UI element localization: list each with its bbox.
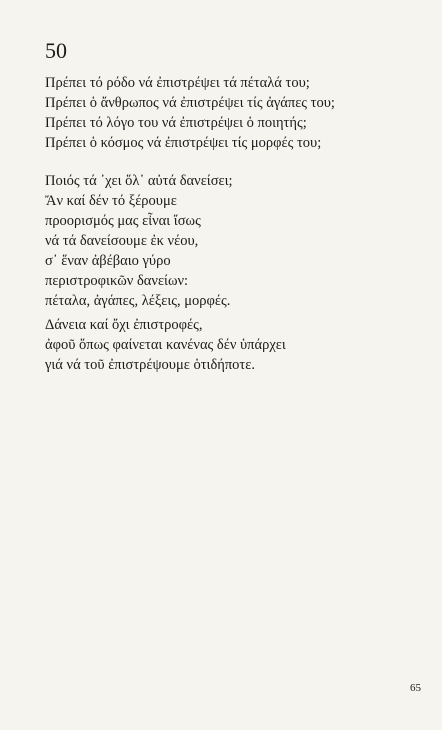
poem-line: σ᾿ ἕναν ἀβέβαιο γύρο [45,253,171,269]
stanza-2 [45,171,233,311]
poem-line: πέταλα, ἀγάπες, λέξεις, μορφές. [45,293,231,309]
poem-line: Πρέπει ὁ ἄνθρωπος νά ἐπιστρέψει τίς ἀγάπες του; [45,95,335,111]
poem-line: Ἄν καί δέν τό ξέρουμε [45,193,177,209]
stanza-1 [45,73,335,153]
poem-line: Πρέπει τό ρόδο νά ἐπιστρέψει τά πέταλά του; [45,75,310,91]
poem-line: Πρέπει τό λόγο του νά ἐπιστρέψει ὁ ποιητής; [45,115,307,131]
stanza-3 [45,315,286,375]
poem-line: γιά νά τοῦ ἐπιστρέψουμε ὁτιδήποτε. [45,357,255,373]
poem-line: Ποιός τά ᾿χει ὅλ᾿ αὐτά δανείσει; [45,173,233,189]
page-number: 65 [410,682,421,694]
poem-line: νά τά δανείσουμε ἐκ νέου, [45,233,199,249]
poem-line: Δάνεια καί ὄχι ἐπιστροφές, [45,317,203,333]
poem-line: περιστροφικῶν δανείων: [45,273,189,289]
poem-line: ἀφοῦ ὅπως φαίνεται κανένας δέν ὑπάρχει [45,337,286,353]
poem-line: Πρέπει ὁ κόσμος νά ἐπιστρέψει τίς μορφές του; [45,135,322,151]
poem-number: 50 [45,38,67,63]
poem-line: προορισμός μας εἶναι ἴσως [45,213,201,229]
